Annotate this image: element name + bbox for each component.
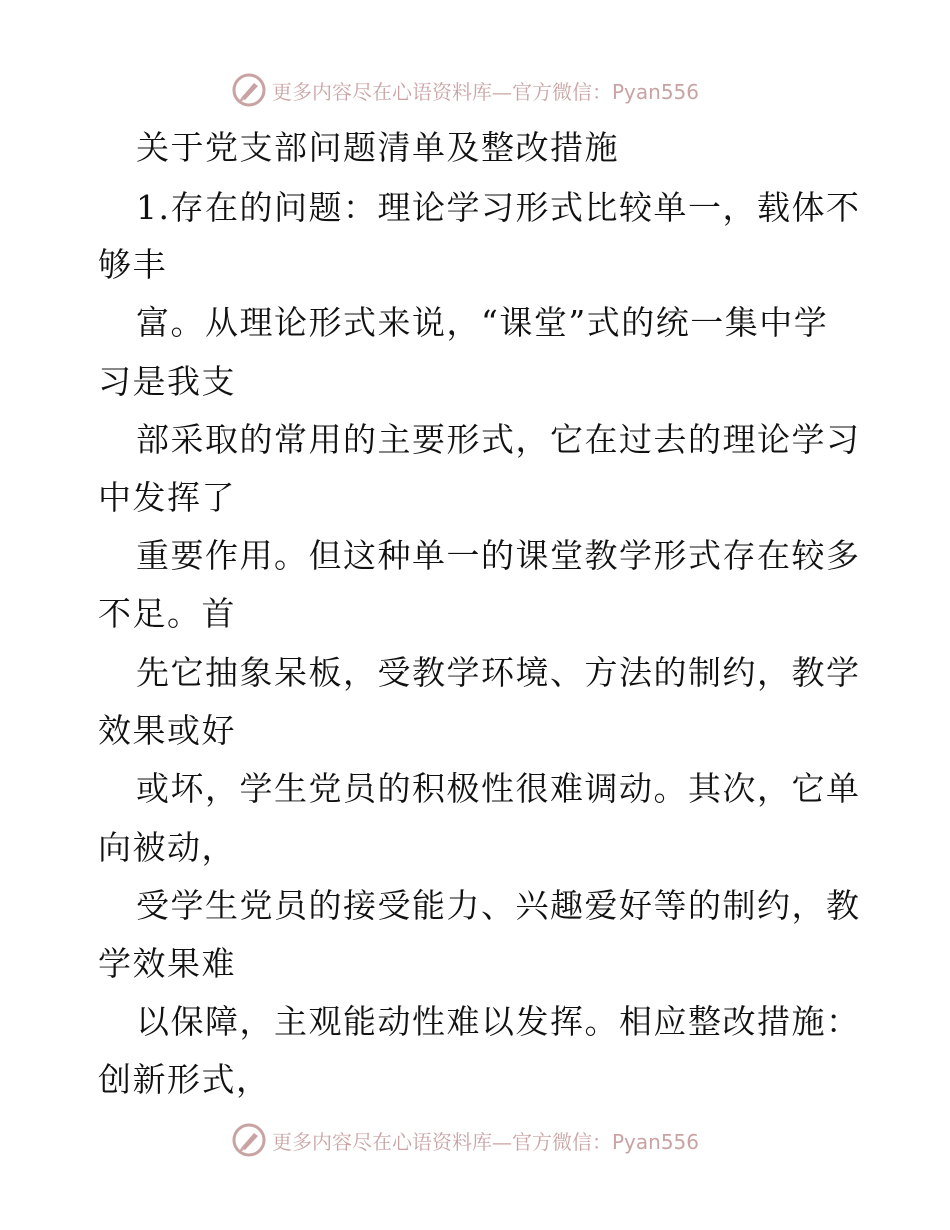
text-line: 重要作用。但这种单一的课堂教学形式存在较多 <box>136 536 861 575</box>
pen-logo-icon <box>232 1123 266 1157</box>
text-line: 以保障，主观能动性难以发挥。相应整改措施： <box>136 1002 861 1041</box>
text-line: 或坏，学生党员的积极性很难调动。其次，它单 <box>136 769 861 808</box>
text-line: 向被动， <box>98 828 236 867</box>
text-line: 效果或好 <box>98 711 236 750</box>
text-line: 习是我支 <box>98 362 236 401</box>
text-line: 够丰 <box>98 245 167 284</box>
watermark-banner-bottom <box>232 1120 699 1160</box>
watermark-wechat-id: Pyan556 <box>612 79 700 104</box>
document-title: 关于党支部问题清单及整改措施 <box>136 128 619 167</box>
text-line: 先它抽象呆板，受教学环境、方法的制约，教学 <box>136 653 861 692</box>
watermark-text: 更多内容尽在心语资料库—官方微信：Pyan556 <box>272 79 700 104</box>
text-line: 学效果难 <box>98 944 236 983</box>
watermark-text: 更多内容尽在心语资料库—官方微信：Pyan556 <box>272 1129 700 1154</box>
text-line: 创新形式， <box>98 1060 271 1099</box>
text-line: 受学生党员的接受能力、兴趣爱好等的制约，教 <box>136 886 861 925</box>
text-line: 不足。首 <box>98 594 236 633</box>
watermark-wechat-id: Pyan556 <box>612 1129 700 1154</box>
text-line: 中发挥了 <box>98 478 236 517</box>
text-line: 富。从理论形式来说，“课堂”式的统一集中学 <box>136 303 829 342</box>
text-line: 1.存在的问题：理论学习形式比较单一，载体不 <box>136 188 861 227</box>
text-line: 部采取的常用的主要形式，它在过去的理论学习 <box>136 420 861 459</box>
